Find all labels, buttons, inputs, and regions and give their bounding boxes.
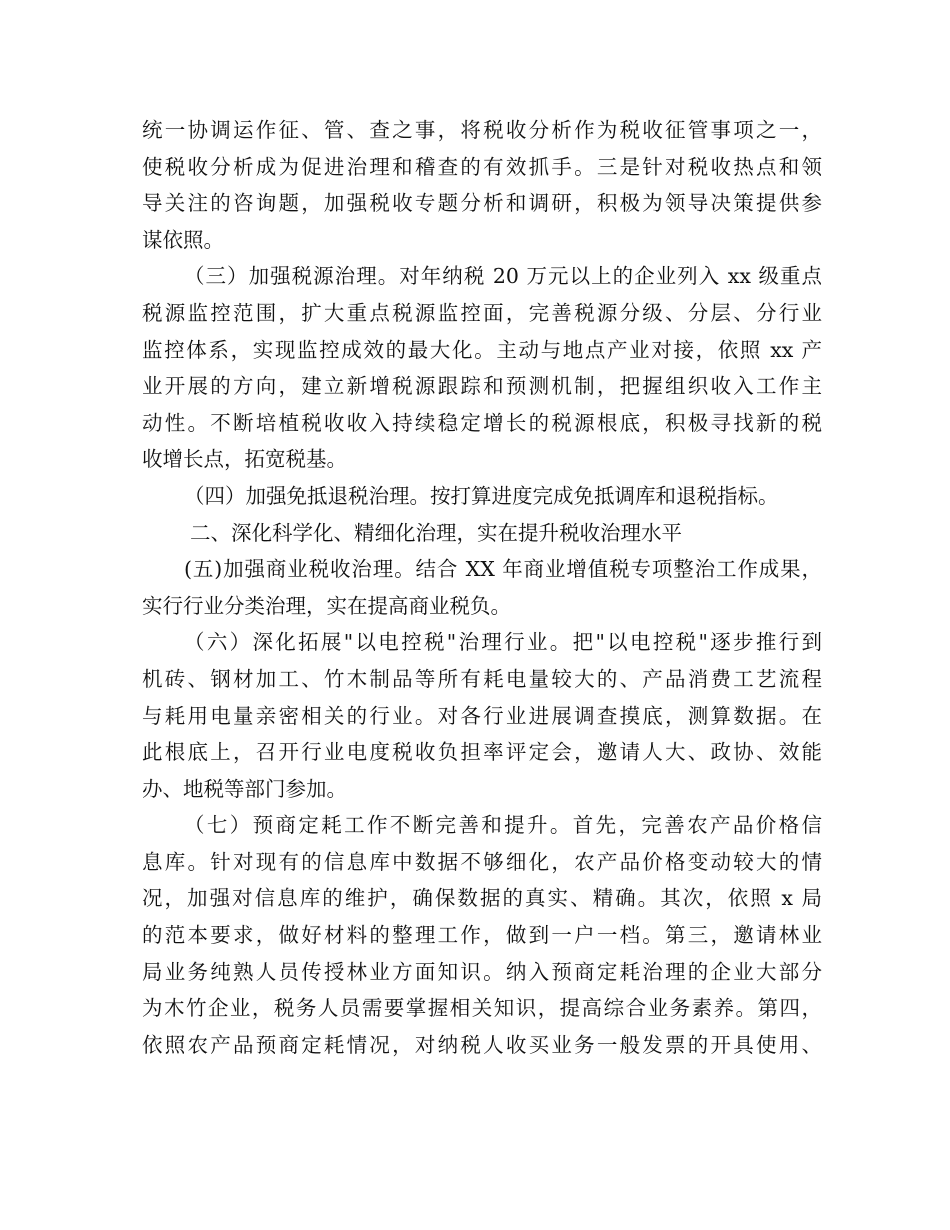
section-heading-7: （七）预商定耗工作不断完善和提升。首先，完善农产品价格信 [184,813,822,838]
section-heading-3: （三）加强税源治理。对年纳税 20 万元以上的企业列入 xx 级重点 [184,264,822,289]
text-line: 的范本要求，做好材料的整理工作，做到一户一档。第三，邀请林业 [142,923,822,948]
section-heading-5: (五)加强商业税收治理。结合 XX 年商业增值税专项整治工作成果， [184,557,822,582]
text-line: 此根底上，召开行业电度税收负担率评定会，邀请人大、政协、效能 [142,740,822,765]
text-line: 收增长点，拓宽税基。 [142,447,347,472]
text-line: 动性。不断培植税收收入持续稳定增长的税源根底，积极寻找新的税 [142,410,822,435]
text-line: 与耗用电量亲密相关的行业。对各行业进展调查摸底，测算数据。在 [142,703,822,728]
text-line: 使税收分析成为促进治理和稽查的有效抓手。三是针对税收热点和领 [142,154,822,179]
text-line: 依照农产品预商定耗情况，对纳税人收买业务一般发票的开具使用、 [142,1032,822,1057]
text-line: 统一协调运作征、管、查之事，将税收分析作为税收征管事项之一， [142,118,822,142]
chapter-heading-2: 二、深化科学化、精细化治理，实在提升税收治理水平 [190,520,682,545]
document-body [142,112,822,1063]
text-line: 业开展的方向，建立新增税源跟踪和预测机制，把握组织收入工作主 [142,374,822,399]
text-line: 监控体系，实现监控成效的最大化。主动与地点产业对接，依照 xx 产 [142,337,822,362]
text-line: 办、地税等部门参加。 [142,776,347,801]
text-line: 局业务纯熟人员传授林业方面知识。纳入预商定耗治理的企业大部分 [142,959,822,984]
text-line: 谋依照。 [142,227,224,252]
text-line: 息库。针对现有的信息库中数据不够细化，农产品价格变动较大的情 [142,849,822,874]
text-line: 导关注的咨询题，加强税收专题分析和调研，积极为领导决策提供参 [142,191,822,216]
section-heading-6: （六）深化拓展"以电控税"治理行业。把"以电控税"逐步推行到 [184,630,822,655]
text-line: 况，加强对信息库的维护，确保数据的真实、精确。其次，依照 x 局 [142,886,822,911]
text-line: 为木竹企业，税务人员需要掌握相关知识，提高综合业务素养。第四， [142,996,822,1021]
text-line: 税源监控范围，扩大重点税源监控面，完善税源分级、分层、分行业 [142,300,822,325]
text-line: 机砖、钢材加工、竹木制品等所有耗电量较大的、产品消费工艺流程 [142,666,822,691]
text-line: 实行行业分类治理，实在提高商业税负。 [142,593,511,618]
section-heading-4: （四）加强免抵退税治理。按打算进度完成免抵调库和退税指标。 [184,483,779,508]
